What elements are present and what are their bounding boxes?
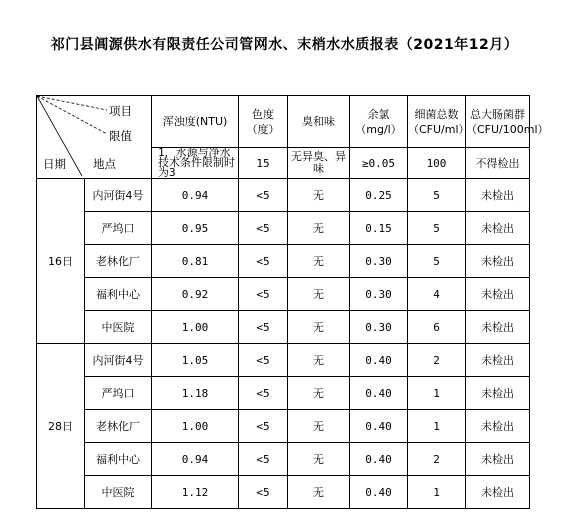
- coliform-cell: 未检出: [466, 245, 530, 278]
- odor-cell: 无: [288, 212, 350, 245]
- header-row: [37, 96, 530, 148]
- turbidity-cell: 0.92: [152, 278, 239, 311]
- coliform-cell: 未检出: [466, 476, 530, 509]
- odor-cell: 无: [288, 311, 350, 344]
- limit-color: 15: [239, 148, 288, 179]
- turbidity-cell: 1.05: [152, 344, 239, 377]
- corner-header-cell: [37, 96, 152, 179]
- odor-cell: 无: [288, 410, 350, 443]
- col-header-bacteria: 细菌总数（CFU/ml）: [408, 96, 466, 148]
- bacteria-cell: 5: [408, 212, 466, 245]
- odor-cell: 无: [288, 344, 350, 377]
- turbidity-cell: 1.00: [152, 311, 239, 344]
- limit-turbidity: 1，水源与净水技术条件限制时为3: [152, 148, 239, 179]
- chlorine-cell: 0.40: [350, 443, 408, 476]
- odor-cell: 无: [288, 179, 350, 212]
- col-header-color: 色度（度）: [239, 96, 288, 148]
- corner-site-label: 地点: [93, 157, 116, 171]
- bacteria-cell: 2: [408, 443, 466, 476]
- col-header-chlorine: 余氯（mg/l）: [350, 96, 408, 148]
- table-row: [37, 278, 530, 311]
- coliform-cell: 未检出: [466, 278, 530, 311]
- bacteria-cell: 1: [408, 476, 466, 509]
- col-header-odor: 臭和味: [288, 96, 350, 148]
- coliform-cell: 未检出: [466, 179, 530, 212]
- bacteria-cell: 5: [408, 179, 466, 212]
- chlorine-cell: 0.40: [350, 377, 408, 410]
- site-cell: 严坞口: [85, 212, 152, 245]
- table-row: [37, 443, 530, 476]
- turbidity-cell: 1.18: [152, 377, 239, 410]
- table-row: [37, 245, 530, 278]
- coliform-cell: 未检出: [466, 311, 530, 344]
- date-cell: 16日: [37, 179, 85, 344]
- turbidity-cell: 0.94: [152, 179, 239, 212]
- corner-item-label: 项目: [109, 104, 132, 118]
- turbidity-cell: 1.00: [152, 410, 239, 443]
- table-row: [37, 377, 530, 410]
- turbidity-cell: 0.94: [152, 443, 239, 476]
- coliform-cell: 未检出: [466, 443, 530, 476]
- site-cell: 福利中心: [85, 443, 152, 476]
- limit-bacteria: 100: [408, 148, 466, 179]
- limit-chlorine: ≥0.05: [350, 148, 408, 179]
- site-cell: 中医院: [85, 476, 152, 509]
- site-cell: 内河街4号: [85, 344, 152, 377]
- coliform-cell: 未检出: [466, 212, 530, 245]
- coliform-cell: 未检出: [466, 377, 530, 410]
- col-header-coliform: 总大肠菌群（CFU/100ml）: [466, 96, 530, 148]
- col-header-turbidity: 浑浊度(NTU): [152, 96, 239, 148]
- table-row: [37, 410, 530, 443]
- table-row: [37, 344, 530, 377]
- chlorine-cell: 0.40: [350, 344, 408, 377]
- bacteria-cell: 5: [408, 245, 466, 278]
- odor-cell: 无: [288, 278, 350, 311]
- bacteria-cell: 1: [408, 377, 466, 410]
- bacteria-cell: 6: [408, 311, 466, 344]
- color-cell: <5: [239, 179, 288, 212]
- corner-date-label: 日期: [43, 157, 66, 171]
- site-cell: 中医院: [85, 311, 152, 344]
- chlorine-cell: 0.25: [350, 179, 408, 212]
- site-cell: 严坞口: [85, 377, 152, 410]
- color-cell: <5: [239, 278, 288, 311]
- color-cell: <5: [239, 212, 288, 245]
- odor-cell: 无: [288, 476, 350, 509]
- turbidity-cell: 0.95: [152, 212, 239, 245]
- chlorine-cell: 0.40: [350, 410, 408, 443]
- limit-odor: 无异臭、异味: [288, 148, 350, 179]
- odor-cell: 无: [288, 245, 350, 278]
- limit-coliform: 不得检出: [466, 148, 530, 179]
- bacteria-cell: 4: [408, 278, 466, 311]
- color-cell: <5: [239, 245, 288, 278]
- table-row: [37, 311, 530, 344]
- site-cell: 老林化厂: [85, 245, 152, 278]
- color-cell: <5: [239, 410, 288, 443]
- turbidity-cell: 0.81: [152, 245, 239, 278]
- turbidity-cell: 1.12: [152, 476, 239, 509]
- odor-cell: 无: [288, 443, 350, 476]
- site-cell: 内河街4号: [85, 179, 152, 212]
- water-quality-table: [36, 95, 549, 509]
- color-cell: <5: [239, 311, 288, 344]
- odor-cell: 无: [288, 377, 350, 410]
- color-cell: <5: [239, 443, 288, 476]
- coliform-cell: 未检出: [466, 344, 530, 377]
- date-cell: 28日: [37, 344, 85, 509]
- chlorine-cell: 0.40: [350, 476, 408, 509]
- chlorine-cell: 0.30: [350, 245, 408, 278]
- report-title: 祁门县阊源供水有限责任公司管网水、末梢水水质报表（2021年12月）: [50, 37, 519, 53]
- color-cell: <5: [239, 344, 288, 377]
- chlorine-cell: 0.30: [350, 311, 408, 344]
- bacteria-cell: 1: [408, 410, 466, 443]
- color-cell: <5: [239, 377, 288, 410]
- site-cell: 福利中心: [85, 278, 152, 311]
- color-cell: <5: [239, 476, 288, 509]
- chlorine-cell: 0.30: [350, 278, 408, 311]
- bacteria-cell: 2: [408, 344, 466, 377]
- table-row: [37, 179, 530, 212]
- table-row: [37, 212, 530, 245]
- coliform-cell: 未检出: [466, 410, 530, 443]
- site-cell: 老林化厂: [85, 410, 152, 443]
- chlorine-cell: 0.15: [350, 212, 408, 245]
- table-row: [37, 476, 530, 509]
- corner-limit-label: 限值: [109, 129, 132, 143]
